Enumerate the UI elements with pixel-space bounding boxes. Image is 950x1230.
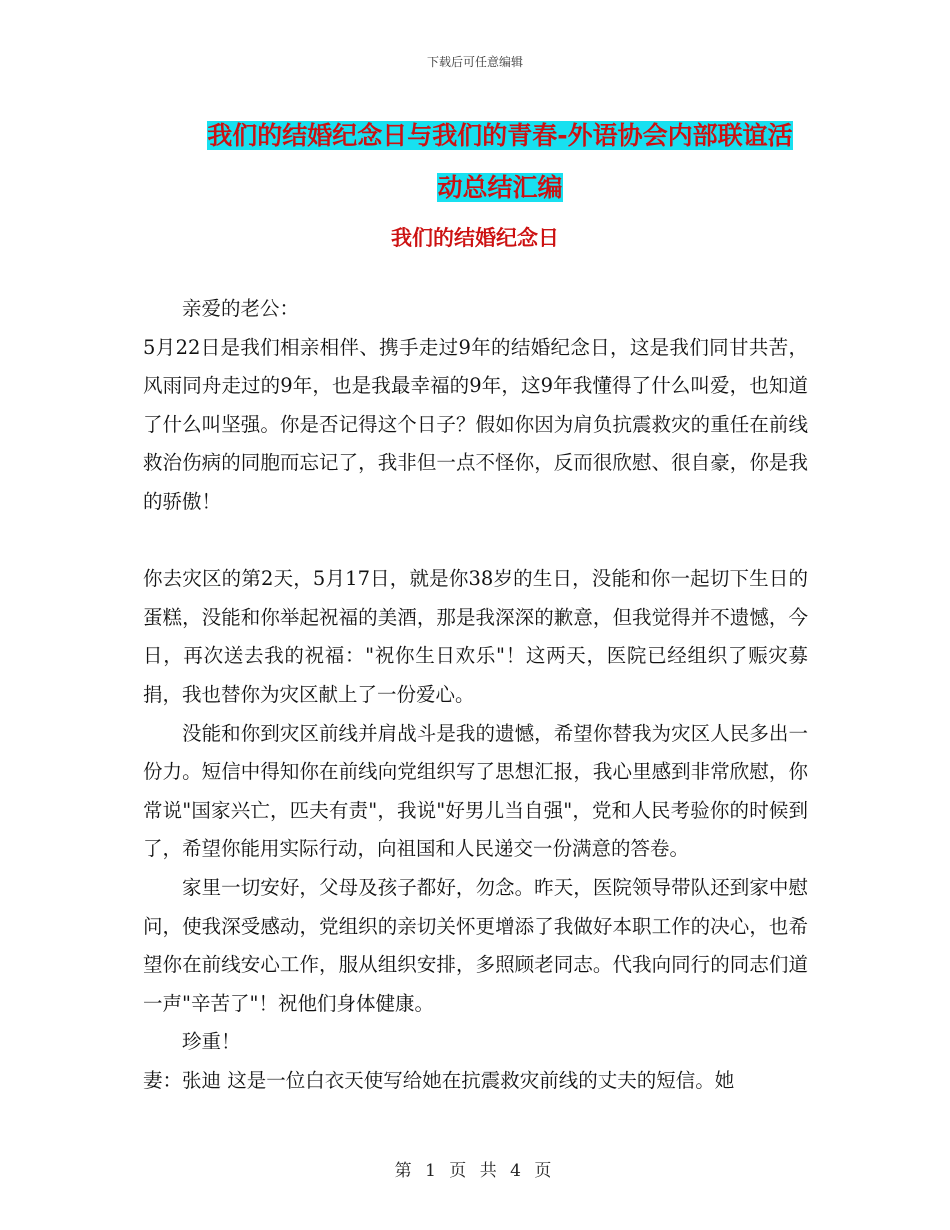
paragraph-home: 家里一切安好，父母及孩子都好，勿念。昨天，医院领导带队还到家中慰问，使我深受感动，党组织的亲切关怀更增添了我做好本职工作的决心，也希望你在前线安心工作，服从组织安排，多照顾老同志。代我向同行的同志们道一声"辛苦了"！祝他们身体健康。 [143, 875, 808, 1015]
paragraph-regret: 没能和你到灾区前线并肩战斗是我的遗憾，希望你替我为灾区人民多出一份力。短信中得知你在前线向党组织写了思想汇报，我心里感到非常欣慰，你常说"国家兴亡，匹夫有责"，我说"好男儿当自强"，党和人民考验你的时候到了，希望你能用实际行动，向祖国和人民递交一份满意的答卷。 [143, 721, 808, 861]
salutation: 亲爱的老公： [182, 297, 300, 320]
paragraph-anniversary: 5月22日是我们相亲相伴、携手走过9年的结婚纪念日，这是我们同甘共苦，风雨同舟走过的9年，也是我最幸福的9年，这9年我懂得了什么叫爱，也知道了什么叫坚强。你是否记得这个日子？假如你因为肩负抗震救灾的重任在前线救治伤病的同胞而忘记了，我非但一点不怪你，反而很欣慰、很自豪，你是我的骄傲！ [143, 335, 808, 513]
document-title-line-2: 动总结汇编 [437, 173, 563, 202]
document-title-line-1: 我们的结婚纪念日与我们的青春-外语协会内部联谊活 [207, 121, 793, 150]
paragraph-birthday: 你去灾区的第2天，5月17日，就是你38岁的生日，没能和你一起切下生日的蛋糕，没能和你举起祝福的美酒，那是我深深的歉意，但我觉得并不遗憾，今日，再次送去我的祝福："祝你生日欢乐"！这两天，医院已经组织了赈灾募捐，我也替你为灾区献上了一份爱心。 [143, 567, 808, 706]
letter-body [143, 290, 808, 1100]
section-title: 我们的结婚纪念日 [391, 226, 559, 250]
document-title [140, 110, 860, 214]
paragraph-gap [143, 522, 808, 561]
signature-line: 妻：张迪 这是一位白衣天使写给她在抗震救灾前线的丈夫的短信。她 [143, 1068, 735, 1092]
header-note: 下载后可任意编辑 [426, 55, 523, 69]
page-footer: 第 1 页 共 4 页 [394, 1161, 556, 1181]
closing: 珍重！ [182, 1030, 241, 1054]
